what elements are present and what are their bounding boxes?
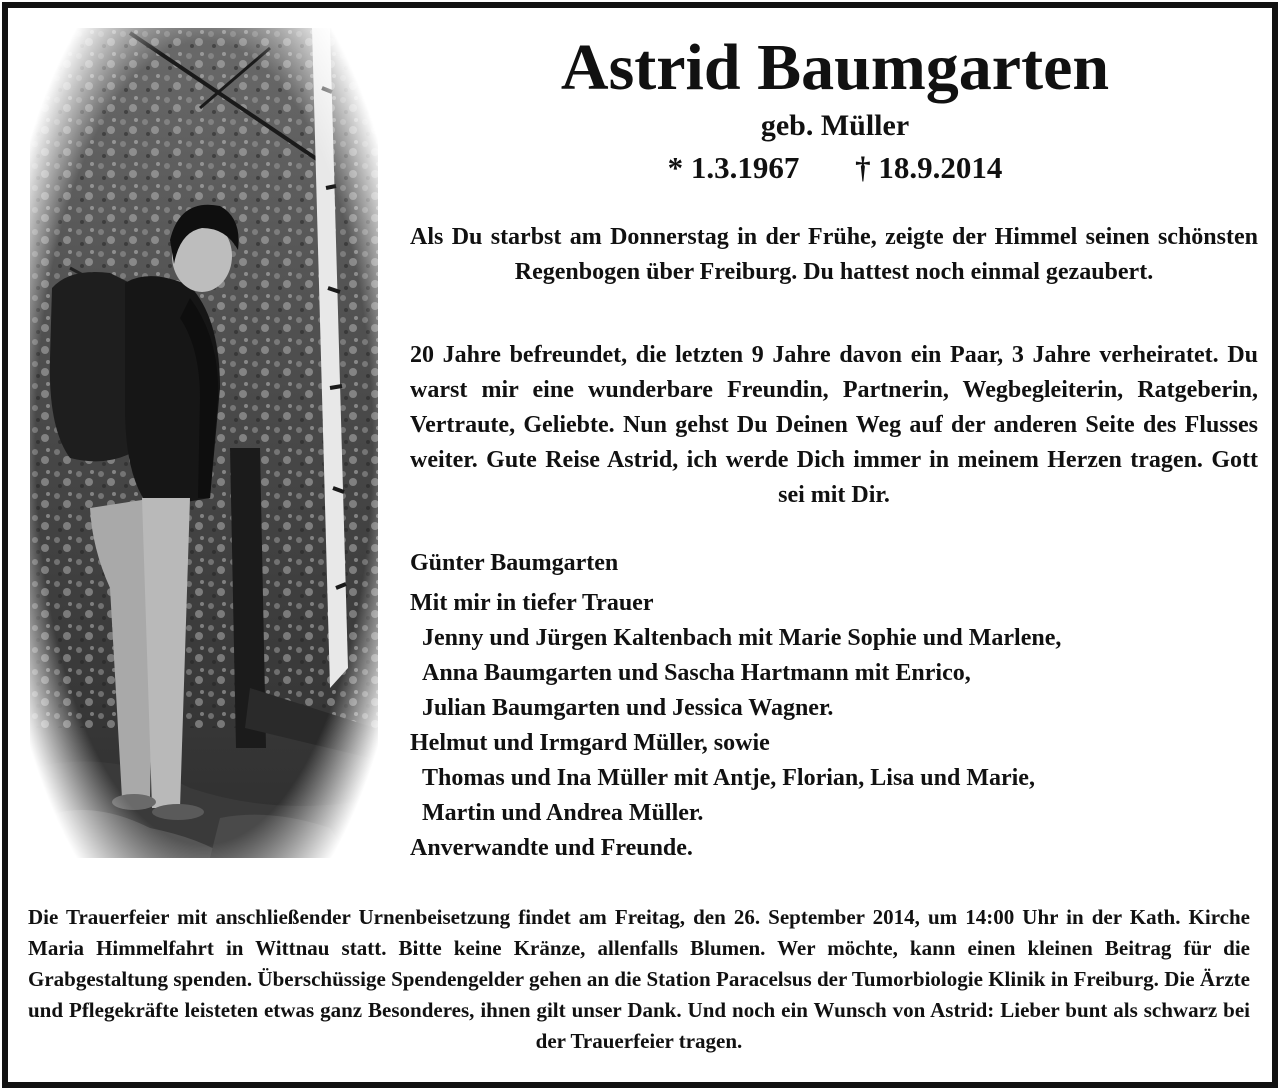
signature: Günter Baumgarten	[410, 550, 619, 576]
death-date: † 18.9.2014	[855, 150, 1003, 185]
maiden-name: geb. Müller	[760, 109, 910, 142]
funeral-notice: Die Trauerfeier mit anschließender Urnenbeisetzung findet am Freitag, den 26. September 2014, um 14:00 Uhr in der Kath. Kirche Maria Himmelfahrt in Wittnau statt. Bitte keine Kränze, allenfalls Blumen. Wer möchte, kann einen kleinen Beitrag für die Grabgestaltung spenden. Überschüssige Spendengelder gehen an die Station Paracelsus der Tumorbiologie Klinik in Freiburg. Die Ärzte und Pflegekräfte leisteten etwas ganz Besonderes, ihnen gilt unser Dank. Und noch ein Wunsch von Astrid: Lieber bunt als schwarz bei der Trauerfeier tragen.	[28, 905, 1250, 1053]
mourner-line: Julian Baumgarten und Jessica Wagner.	[422, 695, 834, 721]
mourner-line: Anverwandte und Freunde.	[410, 835, 693, 861]
life-dates	[440, 148, 1230, 188]
birth-date: * 1.3.1967	[667, 150, 800, 185]
mourners-intro: Mit mir in tiefer Trauer	[410, 590, 654, 616]
mourner-line: Anna Baumgarten und Sascha Hartmann mit Enrico,	[422, 660, 971, 686]
memorial-paragraph-1: Als Du starbst am Donnerstag in der Frühe, zeigte der Himmel seinen schönsten Regenbogen über Freiburg. Du hattest noch einmal gezaubert.	[410, 224, 1258, 285]
mourner-line: Helmut und Irmgard Müller, sowie	[410, 730, 770, 756]
portrait-photo	[30, 28, 378, 858]
mourners-list	[410, 586, 1258, 866]
deceased-name: Astrid Baumgarten	[560, 31, 1110, 104]
mourner-line: Martin und Andrea Müller.	[422, 800, 704, 826]
memorial-paragraph-2: 20 Jahre befreundet, die letzten 9 Jahre davon ein Paar, 3 Jahre verheiratet. Du warst mir eine wunderbare Freundin, Partnerin, Wegbegleiterin, Ratgeberin, Vertraute, Geliebte. Nun gehst Du Deinen Weg auf der anderen Seite des Flusses weiter. Gute Reise Astrid, ich werde Dich immer in meinem Herzen tragen. Gott sei mit Dir.	[410, 342, 1258, 508]
mourner-line: Thomas und Ina Müller mit Antje, Florian, Lisa und Marie,	[422, 765, 1035, 791]
mourner-line: Jenny und Jürgen Kaltenbach mit Marie Sophie und Marlene,	[422, 625, 1062, 651]
